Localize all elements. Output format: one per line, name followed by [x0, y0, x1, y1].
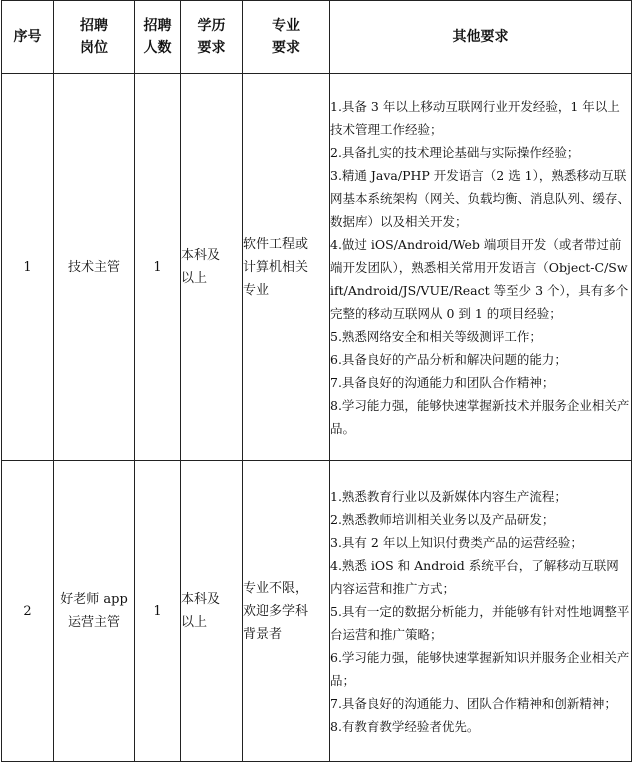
cell-position: 技术主管 [54, 74, 135, 461]
requirement-item: 5.熟悉网络安全和相关等级测评工作； [330, 328, 542, 344]
header-seq: 序号 [2, 1, 54, 74]
cell-major: 专业不限， 欢迎多学科 背景者 [243, 461, 330, 762]
requirement-item: 6.具备良好的产品分析和解决问题的能力； [330, 351, 567, 367]
requirement-item: 1.具备 3 年以上移动互联网行业开发经验，1 年以上技术管理工作经验； [330, 98, 620, 137]
requirement-item: 6.学习能力强，能够快速掌握新知识并服务企业相关产品； [330, 649, 630, 688]
cell-education: 本科及 以上 [181, 461, 243, 762]
recruitment-table [1, 0, 632, 762]
requirement-item: 8.学习能力强，能够快速掌握新技术并服务企业相关产品。 [330, 397, 630, 436]
requirement-item: 4.熟悉 iOS 和 Android 系统平台，了解移动互联网内容运营和推广方式； [330, 557, 619, 596]
requirement-item: 8.有教育教学经验者优先。 [330, 718, 480, 734]
requirement-item: 4.做过 iOS/Android/Web 端项目开发（或者带过前端开发团队），熟悉相关常用开发语言（Object-C/Swift/Android/JS/VUE/React 等至少 3 个），具有多个完整的移动互联网从 0 到 1 的项目经验； [330, 236, 629, 321]
cell-count: 1 [135, 461, 181, 762]
header-education: 学历 要求 [181, 1, 243, 74]
cell-requirements [330, 74, 632, 461]
cell-requirements [330, 461, 632, 762]
cell-seq: 1 [2, 74, 54, 461]
header-major: 专业 要求 [243, 1, 330, 74]
table-row [2, 461, 632, 762]
cell-seq: 2 [2, 461, 54, 762]
cell-position: 好老师 app 运营主管 [54, 461, 135, 762]
header-other: 其他要求 [330, 1, 632, 74]
requirement-item: 2.熟悉教师培训相关业务以及产品研发； [330, 511, 555, 527]
requirement-item: 3.具有 2 年以上知识付费类产品的运营经验； [330, 534, 583, 550]
cell-education: 本科及 以上 [181, 74, 243, 461]
requirement-item: 7.具备良好的沟通能力和团队合作精神； [330, 374, 555, 390]
requirement-item: 3.精通 Java/PHP 开发语言（2 选 1），熟悉移动互联网基本系统架构（网关、负载均衡、消息队列、缓存、数据库）以及相关开发； [330, 167, 631, 229]
header-position: 招聘 岗位 [54, 1, 135, 74]
table-header-row [2, 1, 632, 74]
header-count: 招聘 人数 [135, 1, 181, 74]
cell-major: 软件工程或 计算机相关 专业 [243, 74, 330, 461]
requirement-item: 1.熟悉教育行业以及新媒体内容生产流程； [330, 488, 567, 504]
requirement-item: 7.具备良好的沟通能力、团队合作精神和创新精神； [330, 695, 617, 711]
requirement-item: 2.具备扎实的技术理论基础与实际操作经验； [330, 144, 580, 160]
table-row [2, 74, 632, 461]
requirement-item: 5.具有一定的数据分析能力，并能够有针对性地调整平台运营和推广策略； [330, 603, 630, 642]
cell-count: 1 [135, 74, 181, 461]
